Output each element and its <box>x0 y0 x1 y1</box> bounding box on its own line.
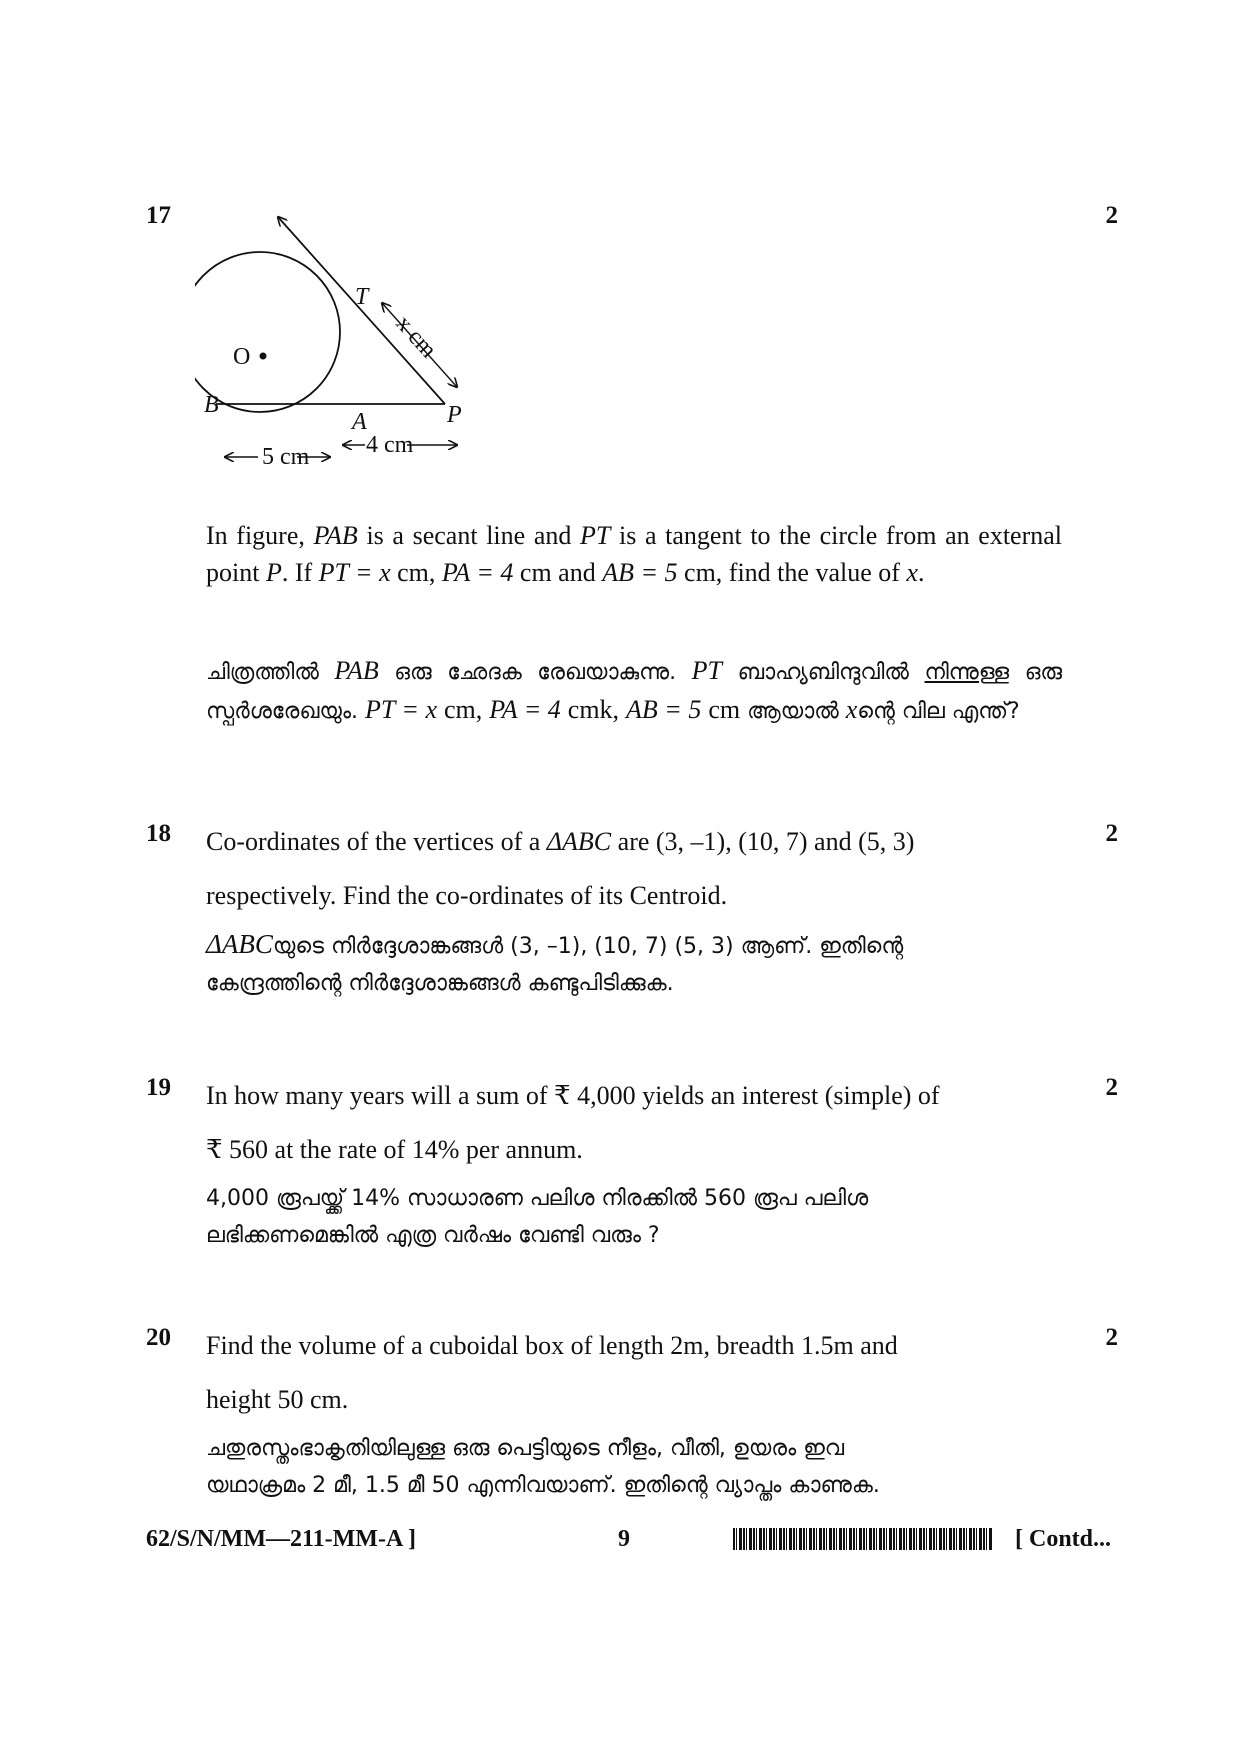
label-tangent-length: x cm <box>390 310 442 364</box>
tangent-line <box>278 217 445 404</box>
label-pa-length: 4 cm <box>366 432 414 458</box>
barcode <box>733 1528 993 1550</box>
q17-text-ml: ചിത്രത്തിൽ PAB ഒരു ഛേദക രേഖയാകുന്നു. PT ബാഹ്യബിന്ദുവിൽ നിന്നുള്ള ഒരു സ്പർശരേഖയും. PT = x cm, PA = 4 cmk, AB = 5 cm ആയാൽ xന്റെ വില എന്ത്? <box>206 656 1063 724</box>
q18-text-ml: ΔABCയുടെ നിർദ്ദേശാങ്കങ്ങൾ (3, –1), (10, 7) (5, 3) ആണ്. ഇതിന്റെ കേന്ദ്രത്തിന്റെ നിർദ്ദേശാങ്കങ്ങൾ കണ്ടുപിടിക്കുക. <box>206 929 904 996</box>
question-number-18: 18 <box>146 820 171 847</box>
paper-code: 62/S/N/MM—211-MM-A ] <box>146 1526 416 1552</box>
q17-text-en: In figure, PAB is a secant line and PT is a tangent to the circle from an external point P. If PT = x cm, PA = 4 cm and AB = 5 cm, find the value of x. <box>206 521 1063 587</box>
contd-label: [ Contd... <box>1015 1526 1112 1552</box>
q20-text-ml: ചതുരസ്തംഭാകൃതിയിലുള്ള ഒരു പെട്ടിയുടെ നീളം, വീതി, ഉയരം ഇവ യഥാക്രമം 2 മീ, 1.5 മീ 50 എന്നിവയാണ്. ഇതിന്റെ വ്യാപ്തം കാണുക. <box>206 1436 880 1498</box>
label-a: A <box>352 409 367 435</box>
q20-text-en: Find the volume of a cuboidal box of length 2m, breadth 1.5m and height 50 cm. <box>206 1331 898 1414</box>
center-point <box>260 353 267 360</box>
question-number-17: 17 <box>146 202 171 229</box>
label-ab-length: 5 cm <box>262 444 310 470</box>
q19-text-en: In how many years will a sum of ₹ 4,000 yields an interest (simple) of ₹ 560 at the rate of 14% per annum. <box>206 1081 940 1164</box>
marks-18: 2 <box>1105 820 1118 847</box>
label-p: P <box>447 402 462 428</box>
question-number-20: 20 <box>146 1324 171 1351</box>
label-b: B <box>204 392 219 418</box>
secant-tangent-figure <box>195 200 495 480</box>
marks-19: 2 <box>1105 1074 1118 1101</box>
q18-text-en: Co-ordinates of the vertices of a ΔABC are (3, –1), (10, 7) and (5, 3) respectively. Find the co-ordinates of its Centroid. <box>206 827 915 910</box>
question-number-19: 19 <box>146 1074 171 1101</box>
circle <box>195 252 340 412</box>
marks-20: 2 <box>1105 1324 1118 1351</box>
label-t: T <box>355 284 369 310</box>
q19-text-ml: 4,000 രൂപയ്ക്ക് 14% സാധാരണ പലിശ നിരക്കിൽ 560 രൂപ പലിശ ലഭിക്കണമെങ്കിൽ എത്ര വർഷം വേണ്ടി വരും ? <box>206 1186 869 1248</box>
marks-17: 2 <box>1105 202 1118 229</box>
page-number: 9 <box>618 1526 630 1552</box>
label-o: O <box>233 344 251 370</box>
